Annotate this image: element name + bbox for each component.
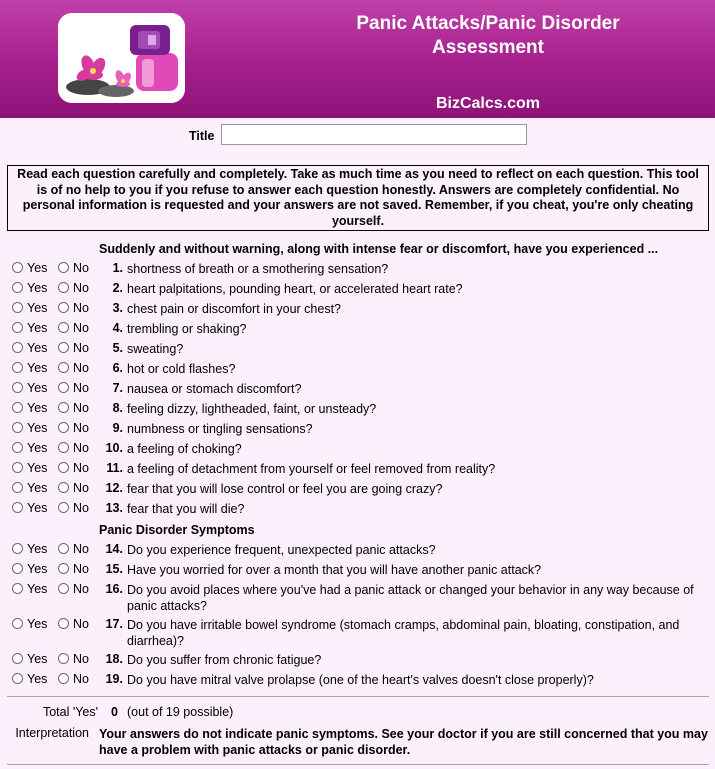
yes-label[interactable]: Yes [27,562,48,576]
question-number: 19. [105,672,123,686]
no-label[interactable]: No [73,481,89,495]
no-label[interactable]: No [73,652,89,666]
logo [58,13,185,103]
no-radio[interactable] [58,362,69,373]
title-input[interactable] [221,124,527,145]
yes-label[interactable]: Yes [27,481,48,495]
header-banner [0,0,715,118]
no-radio[interactable] [58,442,69,453]
yes-label[interactable]: Yes [27,321,48,335]
yes-radio[interactable] [12,262,23,273]
no-radio[interactable] [58,673,69,684]
question-number: 11. [106,461,123,475]
yes-label[interactable]: Yes [27,421,48,435]
flowers-and-perfume-logo-icon [58,13,185,103]
no-radio[interactable] [58,262,69,273]
no-radio[interactable] [58,653,69,664]
no-radio[interactable] [58,342,69,353]
section-heading-symptoms: Suddenly and without warning, along with intense fear or discomfort, have you experienced ... [99,242,659,256]
question-number: 5. [112,341,123,355]
yes-radio[interactable] [12,462,23,473]
yes-label[interactable]: Yes [27,672,48,686]
interpretation-text: Your answers do not indicate panic symptoms. See your doctor if you are still concerned that you may have a problem with panic attacks or panic disorder. [99,727,708,757]
question-number: 2. [112,281,123,295]
question-text: heart palpitations, pounding heart, or accelerated heart rate? [127,282,463,296]
no-label[interactable]: No [73,381,89,395]
question-number: 4. [112,321,123,335]
yes-label[interactable]: Yes [27,301,48,315]
yes-radio[interactable] [12,618,23,629]
question-text: chest pain or discomfort in your chest? [127,302,341,316]
yes-radio[interactable] [12,653,23,664]
yes-label[interactable]: Yes [27,361,48,375]
no-label[interactable]: No [73,461,89,475]
question-number: 1. [112,261,123,275]
no-radio[interactable] [58,322,69,333]
yes-label[interactable]: Yes [27,441,48,455]
title-line-1: Panic Attacks/Panic Disorder [356,13,620,34]
question-number: 3. [112,301,123,315]
question-text: Do you have mitral valve prolapse (one of the heart's valves doesn't close properly)? [127,673,594,687]
question-text: Do you have irritable bowel syndrome (stomach cramps, abdominal pain, bloating, constipation, and diarrhea)? [127,618,680,648]
section-heading-panic-disorder: Panic Disorder Symptoms [99,523,255,537]
question-number: 10. [105,441,123,455]
no-radio[interactable] [58,462,69,473]
no-radio[interactable] [58,382,69,393]
question-text: sweating? [127,342,184,356]
no-label[interactable]: No [73,421,89,435]
yes-radio[interactable] [12,282,23,293]
yes-radio[interactable] [12,362,23,373]
no-radio[interactable] [58,543,69,554]
question-text: fear that you will die? [127,502,245,516]
yes-label[interactable]: Yes [27,582,48,596]
no-radio[interactable] [58,422,69,433]
no-label[interactable]: No [73,401,89,415]
question-text: a feeling of choking? [127,442,242,456]
yes-radio[interactable] [12,402,23,413]
title-row [0,124,715,146]
question-number: 16. [105,582,123,596]
question-number: 6. [112,361,123,375]
total-yes-label: Total 'Yes' [42,705,98,719]
no-label[interactable]: No [73,341,89,355]
question-text: trembling or shaking? [127,322,247,336]
no-radio[interactable] [58,583,69,594]
no-label[interactable]: No [73,542,89,556]
no-radio[interactable] [58,502,69,513]
yes-radio[interactable] [12,302,23,313]
yes-label[interactable]: Yes [27,261,48,275]
divider-bottom [7,764,709,765]
yes-radio[interactable] [12,563,23,574]
yes-radio[interactable] [12,673,23,684]
question-text: a feeling of detachment from yourself or feel removed from reality? [127,462,496,476]
no-label[interactable]: No [73,261,89,275]
question-number: 17. [105,617,123,631]
no-label[interactable]: No [73,321,89,335]
question-number: 9. [112,421,123,435]
yes-label[interactable]: Yes [27,341,48,355]
interpretation-label: Interpretation [15,726,89,740]
question-text: Do you avoid places where you've had a panic attack or changed your behavior in any way because of panic attacks? [127,583,694,613]
question-number: 7. [112,381,123,395]
yes-label[interactable]: Yes [27,617,48,631]
question-text: nausea or stomach discomfort? [127,382,302,396]
yes-label[interactable]: Yes [27,461,48,475]
yes-radio[interactable] [12,322,23,333]
yes-radio[interactable] [12,442,23,453]
no-label[interactable]: No [73,562,89,576]
no-radio[interactable] [58,563,69,574]
question-text: Do you experience frequent, unexpected panic attacks? [127,543,436,557]
no-radio[interactable] [58,482,69,493]
question-number: 13. [105,501,123,515]
page-title [300,12,676,60]
site-name: BizCalcs.com [435,95,541,112]
yes-radio[interactable] [12,543,23,554]
yes-label[interactable]: Yes [27,401,48,415]
yes-label[interactable]: Yes [27,501,48,515]
total-yes-note: (out of 19 possible) [127,705,234,719]
no-radio[interactable] [58,302,69,313]
no-label[interactable]: No [73,501,89,515]
total-yes-value: 0 [111,705,118,719]
yes-radio[interactable] [12,382,23,393]
no-radio[interactable] [58,282,69,293]
yes-radio[interactable] [12,502,23,513]
yes-radio[interactable] [12,422,23,433]
yes-label[interactable]: Yes [27,381,48,395]
no-label[interactable]: No [73,672,89,686]
yes-radio[interactable] [12,342,23,353]
question-number: 18. [105,652,123,666]
question-text: Have you worried for over a month that you will have another panic attack? [127,563,542,577]
no-label[interactable]: No [73,301,89,315]
instructions-notice: Read each question carefully and completely. Take as much time as you need to reflect on each question. This tool is of no help to you if you refuse to answer each question honestly. Answers are completely confidential. No personal information is requested and your answers are not saved. Remember, if you cheat, you're only cheating yourself. [7,165,709,231]
yes-radio[interactable] [12,583,23,594]
yes-label[interactable]: Yes [27,542,48,556]
title-line-2: Assessment [432,37,544,58]
yes-label[interactable]: Yes [27,652,48,666]
no-radio[interactable] [58,618,69,629]
title-label: Title [189,129,215,143]
question-text: fear that you will lose control or feel you are going crazy? [127,482,443,496]
question-text: hot or cold flashes? [127,362,236,376]
no-label[interactable]: No [73,441,89,455]
divider-top [7,696,709,697]
yes-label[interactable]: Yes [27,281,48,295]
no-label[interactable]: No [73,281,89,295]
no-label[interactable]: No [73,617,89,631]
question-text: feeling dizzy, lightheaded, faint, or unsteady? [127,402,377,416]
question-text: shortness of breath or a smothering sensation? [127,262,389,276]
question-number: 12. [105,481,123,495]
no-radio[interactable] [58,402,69,413]
question-number: 14. [105,542,123,556]
yes-radio[interactable] [12,482,23,493]
question-text: Do you suffer from chronic fatigue? [127,653,322,667]
no-label[interactable]: No [73,582,89,596]
question-number: 15. [105,562,123,576]
question-number: 8. [112,401,123,415]
question-text: numbness or tingling sensations? [127,422,313,436]
no-label[interactable]: No [73,361,89,375]
